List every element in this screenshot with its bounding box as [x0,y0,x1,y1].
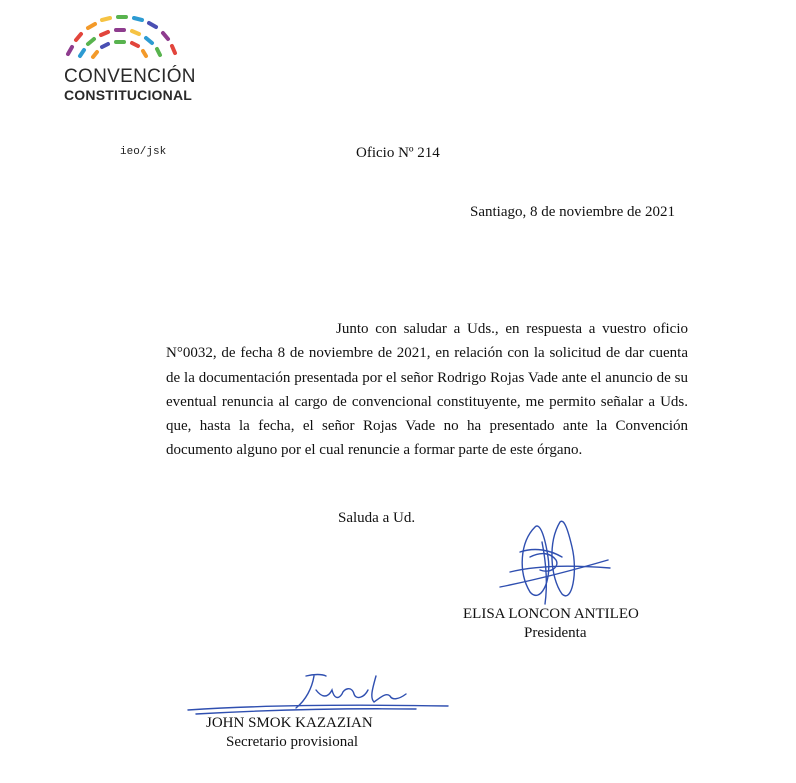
logo-arc-icon [60,10,190,66]
closing-salutation: Saluda a Ud. [338,510,416,526]
signatory-1-name: ELISA LONCON ANTILEO [463,606,639,622]
signature-loncon-icon [490,512,630,612]
signatory-1-title: Presidenta [524,625,587,641]
letter-body: Junto con saludar a Uds., en respuesta a vuestro oficio N°0032, de fecha 8 de noviembre de 2021, en relación con la solicitud de dar cuenta de la documentación presentada por el señor Rodrigo Rojas Vade ante el anuncio de su eventual renuncia al cargo de convencional constituyente, me permito señalar a Uds. que, hasta la fecha, el señor Rojas Vade no ha presentado ante la Convención documento alguno por el cual renuncie a formar parte de este órgano. [166,321,688,459]
signatory-2-title: Secretario provisional [226,734,359,750]
convencion-logo [60,10,200,102]
signatory-2-name: JOHN SMOK KAZAZIAN [206,715,373,731]
logo-text-constitucional: CONSTITUCIONAL [64,87,193,103]
oficio-number: Oficio Nº 214 [356,145,440,161]
letter-date: Santiago, 8 de noviembre de 2021 [470,204,675,220]
reference-initials: ieo/jsk [120,146,167,158]
logo-text-convencion: CONVENCIÓN [64,66,196,87]
signature-smok-icon [186,668,456,718]
